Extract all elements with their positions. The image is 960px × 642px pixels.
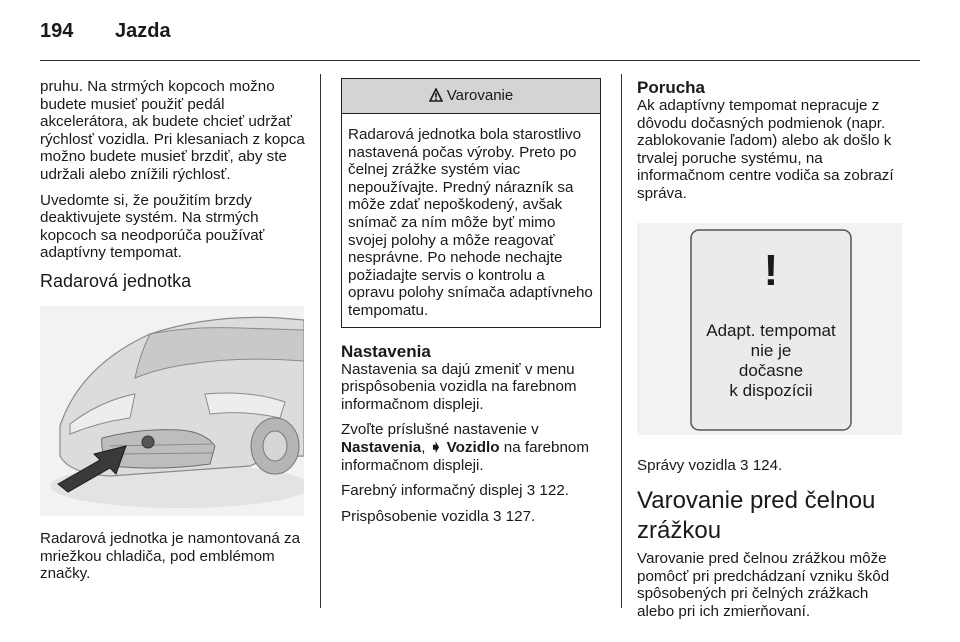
paragraph: Ak adaptívny tempomat nepracuje z dôvodu dočasných podmienok (napr. zablokovanie ľadom) alebo ak došlo k trvalej poruche systému, na informačnom centre vodiča sa zobrazí správa. <box>637 97 894 202</box>
exclamation-icon: ! <box>763 245 779 295</box>
warning-box <box>341 78 601 328</box>
menu-label-settings: Nastavenia <box>341 438 422 456</box>
driver-info-display-illustration <box>637 223 902 435</box>
column-right <box>637 78 907 629</box>
cross-reference: Prispôsobenie vozidla 3 127. <box>341 507 536 525</box>
column-divider <box>320 74 321 608</box>
display-line: k dispozícii <box>729 380 813 400</box>
section-heading-fault: Porucha <box>637 78 706 97</box>
figure-caption: Radarová jednotka je namontovaná za mriežkou chladiča, pod emblémom značky. <box>40 529 301 583</box>
header-rule <box>40 60 920 61</box>
section-heading-radar: Radarová jednotka <box>40 270 192 291</box>
menu-label-vehicle: Vozidlo <box>446 438 500 456</box>
menu-arrow-icon: ➧ <box>429 438 443 456</box>
column-divider <box>621 74 622 608</box>
paragraph: Nastavenia sa dajú zmeniť v menu prispôsobenia vozidla na farebnom informačnom displeji. <box>341 360 577 413</box>
page-header <box>40 16 920 56</box>
display-line: Adapt. tempomat <box>706 320 836 340</box>
column-middle <box>341 78 603 533</box>
cross-reference: Farebný informačný displej 3 122. <box>341 482 569 500</box>
car-radar-illustration <box>40 306 304 516</box>
paragraph: pruhu. Na strmých kopcoch možno budete musieť použiť pedál akcelerátora, ak budete chcieť udržať rýchlosť vozidla. Pri klesaniach z kopca možno budete musieť brzdiť, aby ste udržali alebo znížili rýchlosť. <box>40 78 305 183</box>
column-left <box>40 78 308 591</box>
paragraph-select-setting: Zvoľte príslušné nastavenie v Nastavenia, ➧ Vozidlo na farebnom informačnom displeji. <box>341 421 590 474</box>
cross-reference: Správy vozidla 3 124. <box>637 456 783 474</box>
section-heading-settings: Nastavenia <box>341 341 431 361</box>
warning-title: Varovanie <box>446 87 514 104</box>
page-title: Jazda <box>115 20 171 42</box>
section-heading-collision: Varovanie pred čelnou zrážkou <box>637 487 876 545</box>
paragraph: Uvedomte si, že použitím brzdy deaktivujete systém. Na strmých kopcoch sa neodporúča používať adaptívny tempomat. <box>40 191 265 262</box>
reference-icon: 3 <box>492 507 502 525</box>
display-line: nie je <box>750 340 792 360</box>
display-line: dočasne <box>738 360 804 380</box>
page-number: 194 <box>40 20 74 42</box>
warning-text: Radarová jednotka bola starostlivo nastavená počas výroby. Preto po čelnej zrážke systém viac nepoužívajte. Predný nárazník sa môže zdať nepoškodený, avšak snímač za ním môže byť mimo svojej polohy a môže reagovať nesprávne. Po nehode nechajte požiadajte servis o kontrolu a opravu polohy snímača adaptívneho tempomatu. <box>348 126 593 319</box>
warning-icon <box>429 88 443 102</box>
paragraph: Varovanie pred čelnou zrážkou môže pomôcť pri predchádzaní vzniku škôd spôsobených pri čelných zrážkach alebo pri ich zmierňovaní. <box>637 550 890 620</box>
reference-icon: 3 <box>740 456 749 474</box>
reference-icon: 3 <box>526 482 536 500</box>
warning-header <box>342 79 600 114</box>
